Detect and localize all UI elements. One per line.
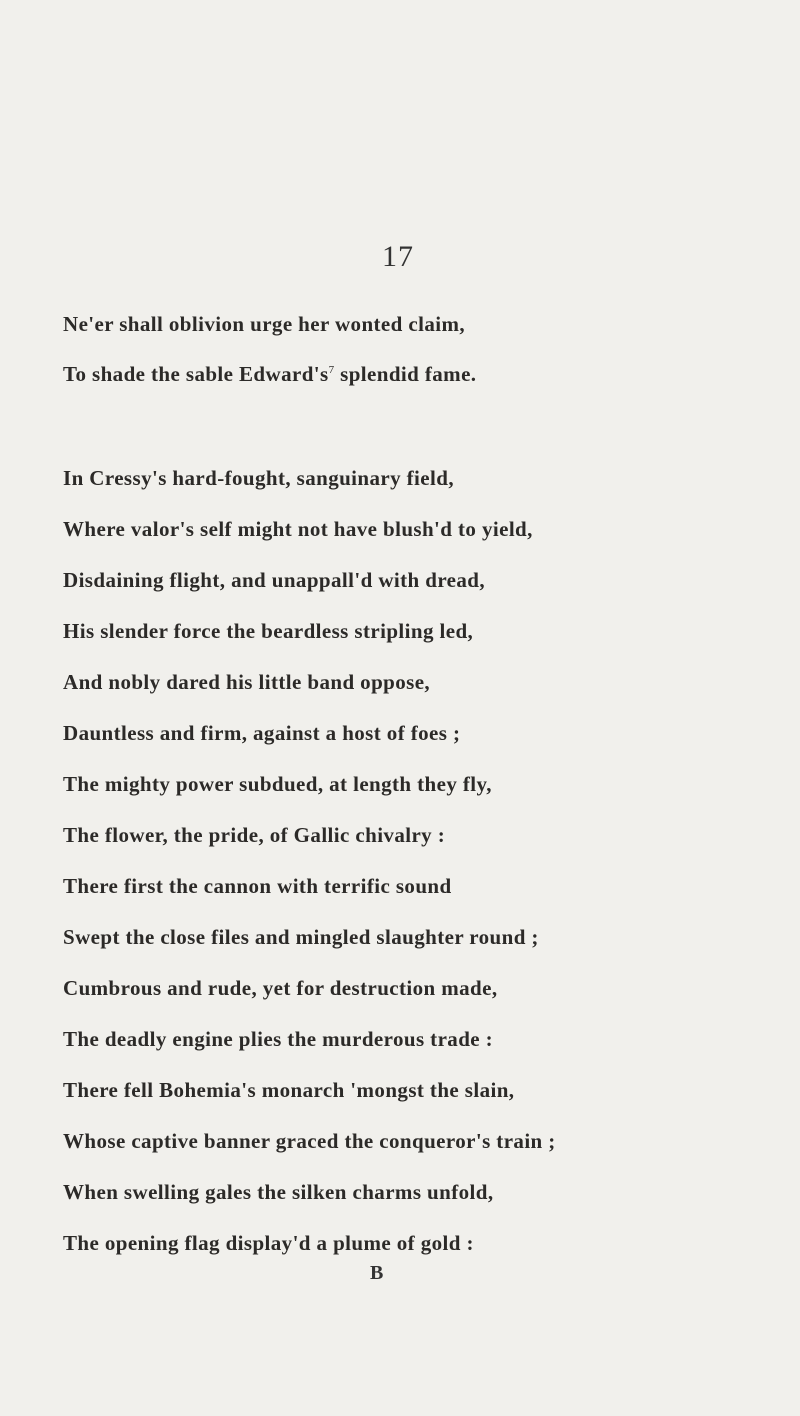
poem-line: The mighty power subdued, at length they fly, (63, 772, 492, 796)
poem-line: The deadly engine plies the murderous trade : (63, 1027, 494, 1051)
poem-line: In Cressy's hard-fought, sanguinary field, (63, 466, 454, 490)
poem-line: Ne'er shall oblivion urge her wonted claim, (63, 312, 465, 336)
poem-line-text: To shade the sable Edward's (63, 362, 329, 386)
poem-line: Swept the close files and mingled slaughter round ; (63, 925, 539, 949)
poem-line-text: splendid fame. (340, 362, 477, 386)
poem-line: Disdaining flight, and unappall'd with dread, (63, 568, 486, 592)
poem-line: And nobly dared his little band oppose, (63, 670, 431, 694)
poem-line: When swelling gales the silken charms unfold, (63, 1180, 494, 1204)
poem-line: The opening flag display'd a plume of gold : (63, 1231, 474, 1255)
poem-line: The flower, the pride, of Gallic chivalry : (63, 823, 446, 847)
poem-line: There first the cannon with terrific sound (63, 874, 452, 898)
footnote-marker: 7 (328, 364, 335, 376)
poem-line: Cumbrous and rude, yet for destruction made, (63, 976, 498, 1000)
poem-line: Where valor's self might not have blush'd to yield, (63, 517, 533, 541)
poem-line: Whose captive banner graced the conqueror's train ; (63, 1129, 556, 1153)
signature-mark: B (370, 1262, 384, 1284)
poem-line: There fell Bohemia's monarch 'mongst the slain, (63, 1078, 515, 1102)
poem-line: Dauntless and firm, against a host of foes ; (63, 721, 461, 745)
poem-line (63, 362, 476, 387)
page-number: 17 (382, 240, 414, 273)
poem-line: His slender force the beardless stripling led, (63, 619, 474, 643)
